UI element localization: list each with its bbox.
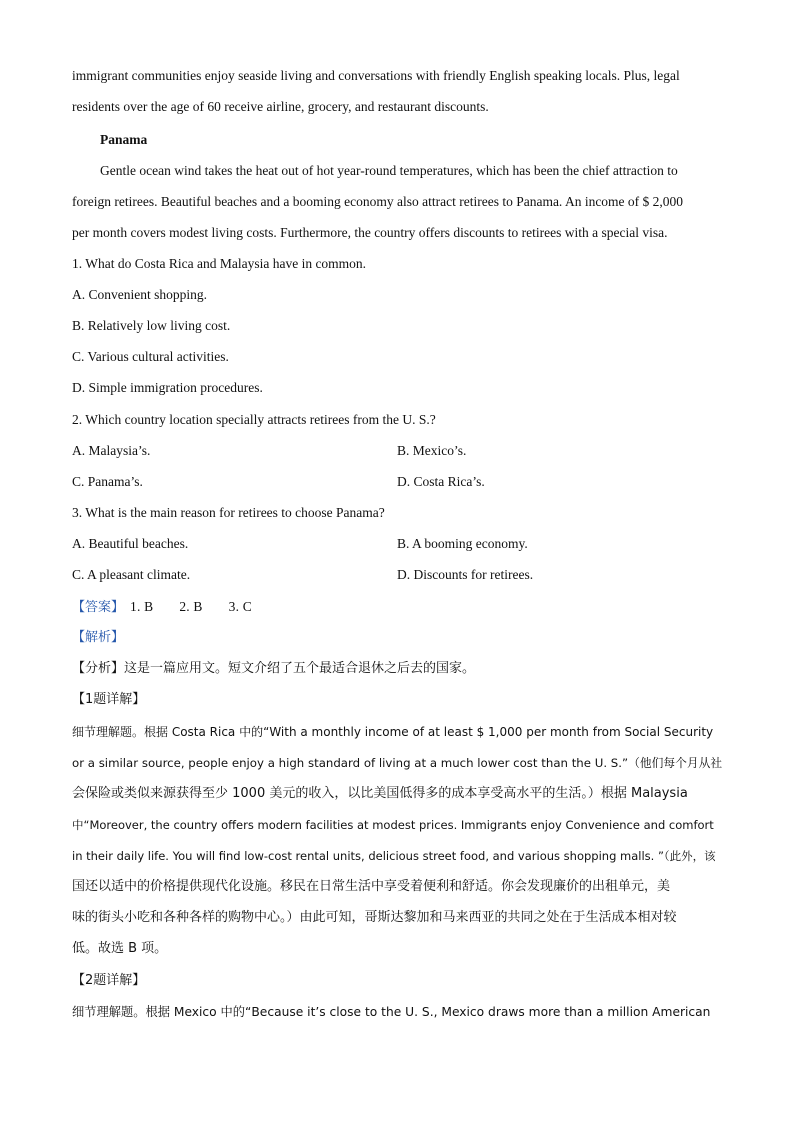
question-3-option-c: C. A pleasant climate. — [72, 567, 191, 582]
q1-detail-line: 国还以适中的价格提供现代化设施。移民在日常生活中享受着便利和舒适。你会发现廉价的出租单元，美 — [72, 879, 671, 894]
answer-value-2: 2. B — [179, 599, 203, 614]
answer-value-3: 3. C — [228, 599, 252, 614]
q1-detail-line: in their daily life. You will find low-cost rental units, delicious street food, and various shopping malls. ”（此外，该 — [72, 849, 716, 863]
question-2-option-c: C. Panama’s. — [72, 474, 143, 489]
question-stem-3: 3. What is the main reason for retirees to choose Panama? — [72, 505, 385, 520]
q1-detail-line: 细节理解题。根据 Costa Rica 中的“With a monthly income of at least $ 1,000 per month from Social Security — [72, 725, 714, 739]
question-2-option-d: D. Costa Rica’s. — [397, 474, 485, 489]
q2-detail-line: 细节理解题。根据 Mexico 中的“Because it’s close to the U. S., Mexico draws more than a million American — [72, 1005, 711, 1019]
passage-line: per month covers modest living costs. Furthermore, the country offers discounts to retirees with a special visa. — [72, 225, 668, 240]
question-1-option-c: C. Various cultural activities. — [72, 349, 229, 364]
passage-line: residents over the age of 60 receive airline, grocery, and restaurant discounts. — [72, 99, 489, 114]
question-3-option-b: B. A booming economy. — [397, 536, 528, 551]
question-2-option-a: A. Malaysia’s. — [72, 443, 151, 458]
analysis-label: 【解析】 — [72, 630, 125, 645]
question-1-option-d: D. Simple immigration procedures. — [72, 380, 263, 395]
answer-values — [130, 599, 278, 614]
q1-detail-line: or a similar source, people enjoy a high standard of living at a much lower cost than the U. S.”（他们每个月从社 — [72, 756, 722, 770]
analysis-summary: 【分析】这是一篇应用文。短文介绍了五个最适合退休之后去的国家。 — [72, 661, 476, 676]
section-heading-panama: Panama — [100, 132, 148, 147]
passage-line: immigrant communities enjoy seaside living and conversations with friendly English speaking locals. Plus, legal — [72, 68, 680, 83]
passage-line: foreign retirees. Beautiful beaches and a booming economy also attract retirees to Panama. An income of $ 2,000 — [72, 194, 684, 209]
q1-detail-line: 低。故选 B 项。 — [72, 941, 168, 956]
q2-detail-heading: 【2题详解】 — [72, 973, 146, 988]
question-2-option-b: B. Mexico’s. — [397, 443, 467, 458]
q1-detail-heading: 【1题详解】 — [72, 692, 146, 707]
answer-label: 【答案】 — [72, 600, 125, 615]
question-stem-1: 1. What do Costa Rica and Malaysia have in common. — [72, 256, 367, 271]
q1-detail-line: 味的街头小吃和各种各样的购物中心。）由此可知，哥斯达黎加和马来西亚的共同之处在于生活成本相对较 — [72, 910, 677, 925]
q1-detail-line: 中“Moreover, the country offers modern facilities at modest prices. Immigrants enjoy Convenience and comfort — [72, 818, 714, 832]
question-3-option-a: A. Beautiful beaches. — [72, 536, 189, 551]
question-stem-2: 2. Which country location specially attracts retirees from the U. S.? — [72, 412, 436, 427]
passage-line: Gentle ocean wind takes the heat out of hot year-round temperatures, which has been the chief attraction to — [100, 163, 678, 178]
question-3-option-d: D. Discounts for retirees. — [397, 567, 534, 582]
answer-value-1: 1. B — [130, 599, 154, 614]
question-1-option-b: B. Relatively low living cost. — [72, 318, 231, 333]
q1-detail-line: 会保险或类似来源获得至少 1000 美元的收入，以比美国低得多的成本享受高水平的生活。）根据 Malaysia — [72, 786, 688, 801]
question-1-option-a: A. Convenient shopping. — [72, 287, 207, 302]
answer-row — [72, 598, 278, 617]
